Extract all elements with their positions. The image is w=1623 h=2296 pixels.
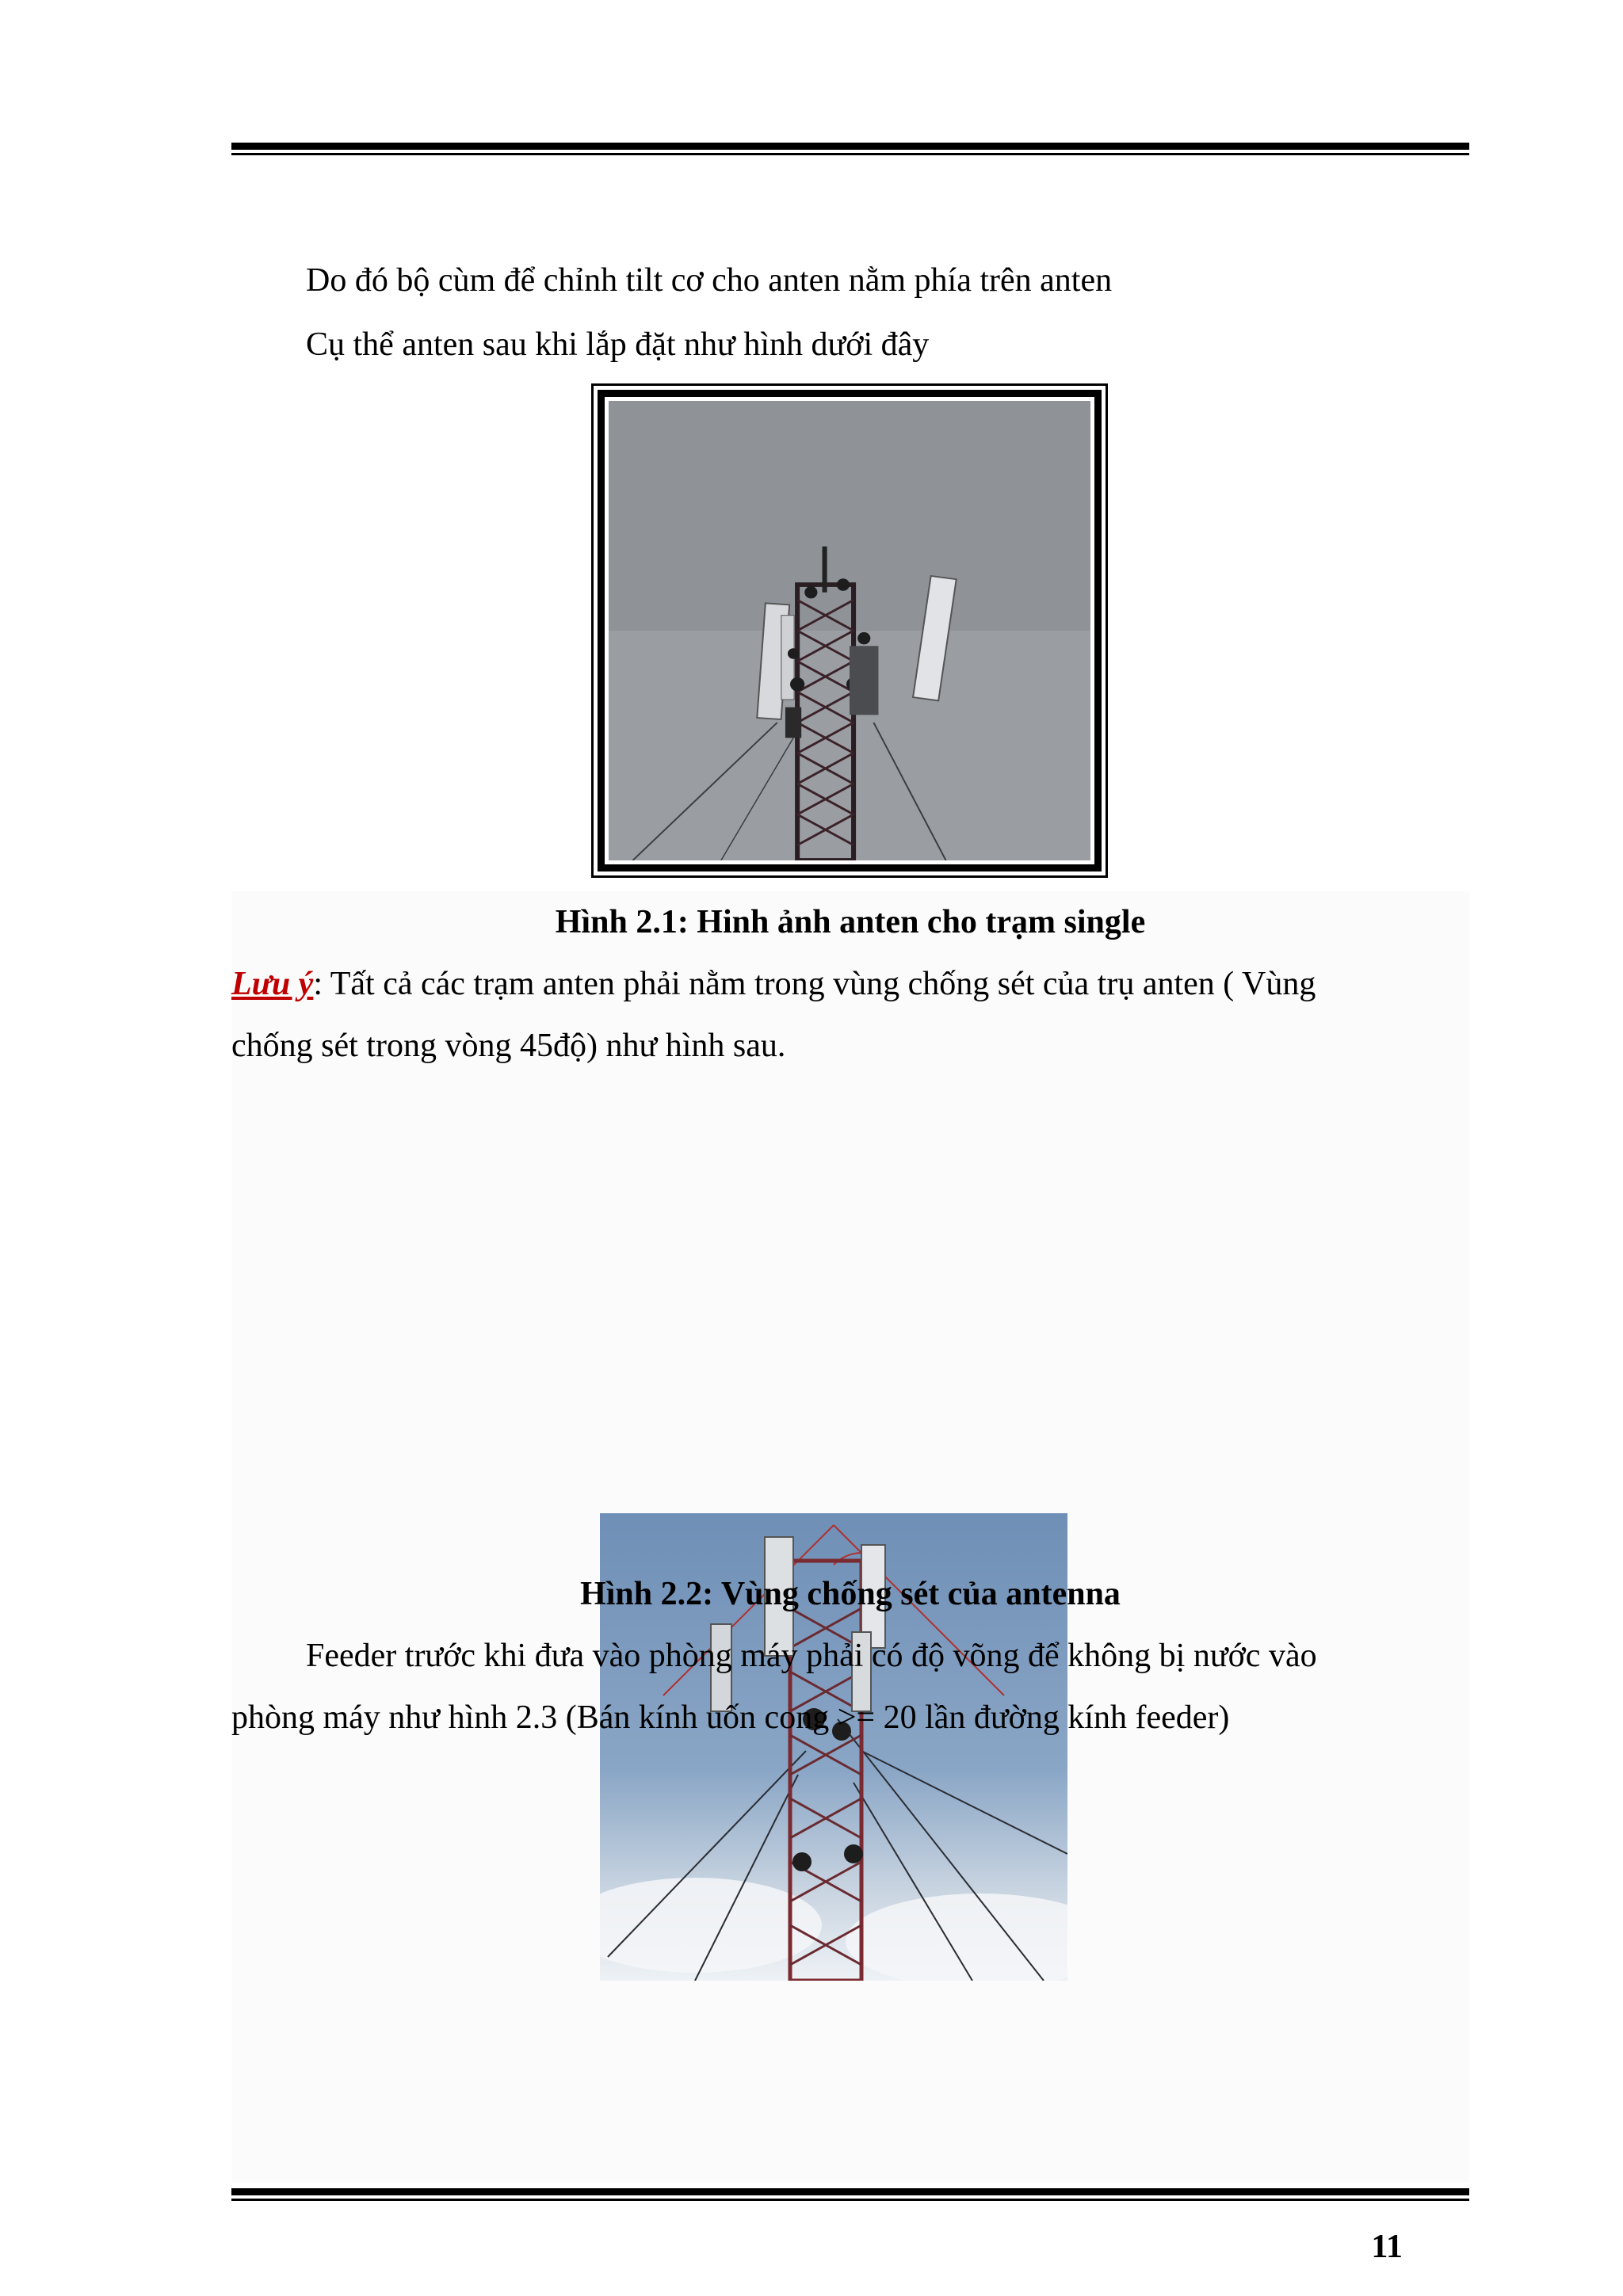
- antenna-tower-photo: [609, 401, 1090, 860]
- paragraph-line: Feeder trước khi đưa vào phòng máy phải có độ võng để không bị nước vào: [306, 1638, 1317, 1674]
- note-paragraph: [231, 965, 1316, 1003]
- note-text: : Tất cả các trạm anten phải nằm trong vùng chống sét của trụ anten ( Vùng: [313, 966, 1316, 1002]
- figure-antenna-single-frame: [591, 383, 1108, 878]
- paragraph-line: phòng máy như hình 2.3 (Bán kính uốn cong >= 20 lần đường kính feeder): [231, 1699, 1230, 1736]
- note-paragraph-line: chống sét trong vòng 45độ) như hình sau.: [231, 1028, 786, 1064]
- page-number: 11: [1371, 2229, 1403, 2265]
- paragraph-line: Cụ thể anten sau khi lắp đặt như hình dưới đây: [306, 326, 930, 363]
- figure-caption: Hình 2.2: Vùng chống sét của antenna: [580, 1576, 1121, 1612]
- figure-caption: Hình 2.1: Hinh ảnh anten cho trạm single: [555, 904, 1146, 940]
- footer-rule: [231, 2188, 1469, 2203]
- header-rule: [231, 143, 1469, 157]
- paragraph-line: Do đó bộ cùm để chỉnh tilt cơ cho anten nằm phía trên anten: [306, 262, 1113, 299]
- note-label: Lưu ý: [231, 966, 314, 1002]
